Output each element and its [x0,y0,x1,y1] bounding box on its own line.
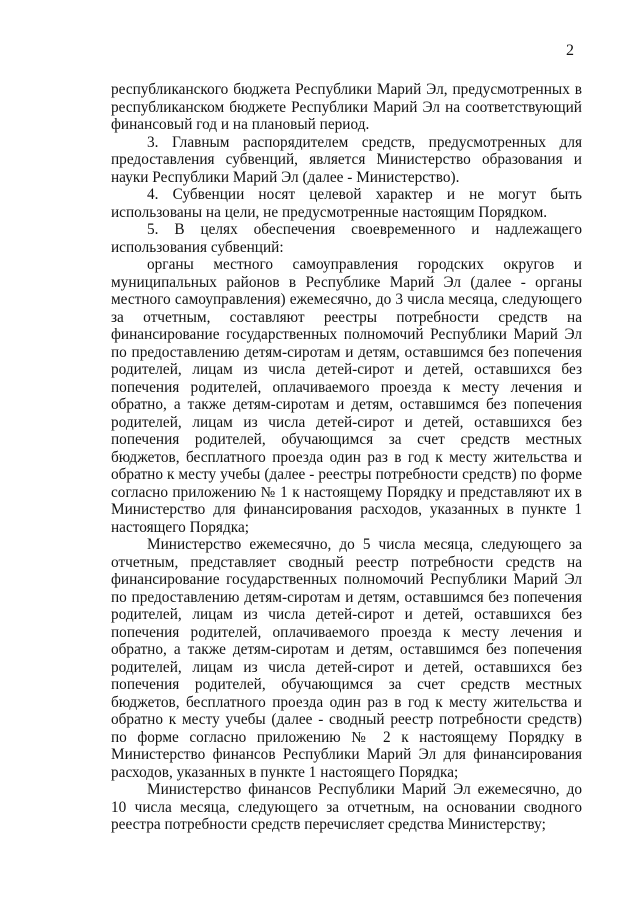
paragraph-item-3: 3. Главным распорядителем средств, предусмотренных для предоставления субвенций, является Министерство образования и науки Республики Марий Эл (далее - Министерство). [111,133,582,186]
paragraph-item-5: 5. В целях обеспечения своевременного и надлежащего использования субвенций: [111,221,582,256]
paragraph-continuation: республиканского бюджета Республики Марий Эл, предусмотренных в республиканском бюджете Республики Марий Эл на соответствующий финансовый год и на плановый период. [111,81,582,133]
document-body [111,81,582,834]
paragraph-item-4: 4. Субвенции носят целевой характер и не могут быть использованы на цели, не предусмотренные настоящим Порядком. [111,186,582,221]
paragraph-ministry-of-finance: Министерство финансов Республики Марий Эл ежемесячно, до 10 числа месяца, следующего за отчетным, на основании сводного реестра потребности средств перечисляет средства Министерству; [111,781,582,833]
page-number: 2 [566,42,574,59]
paragraph-local-authorities: органы местного самоуправления городских округов и муниципальных районов в Республике Марий Эл (далее - органы местного самоуправления) ежемесячно, до 3 числа месяца, следующего за отчетным, составляют реестры потребности средств на финансирование государственных полномочий Республики Марий Эл по предоставлению детям-сиротам и детям, оставшимся без попечения родителей, лицам из числа детей-сирот и детей, оставшихся без попечения родителей, оплачиваемого проезда к месту лечения и обратно, а также детям-сиротам и детям, оставшимся без попечения родителей, лицам из числа детей-сирот и детей, оставшихся без попечения родителей, обучающимся за счет средств местных бюджетов, бесплатного проезда один раз в год к месту жительства и обратно к месту учебы (далее - реестры потребности средств) по форме согласно приложению № 1 к настоящему Порядку и представляют их в Министерство для финансирования расходов, указанных в пункте 1 настоящего Порядка; [111,256,582,536]
paragraph-ministry: Министерство ежемесячно, до 5 числа месяца, следующего за отчетным, представляет сводный реестр потребности средств на финансирование государственных полномочий Республики Марий Эл по предоставлению детям-сиротам и детям, оставшимся без попечения родителей, лицам из числа детей-сирот и детей, оставшихся без попечения родителей, оплачиваемого проезда к месту лечения и обратно, а также детям-сиротам и детям, оставшимся без попечения родителей, лицам из числа детей-сирот и детей, оставшихся без попечения родителей, обучающимся за счет средств местных бюджетов, бесплатного проезда один раз в год к месту жительства и обратно к месту учебы (далее - сводный реестр потребности средств) по форме согласно приложению № 2 к настоящему Порядку в Министерство финансов Республики Марий Эл для финансирования расходов, указанных в пункте 1 настоящего Порядка; [111,536,582,781]
